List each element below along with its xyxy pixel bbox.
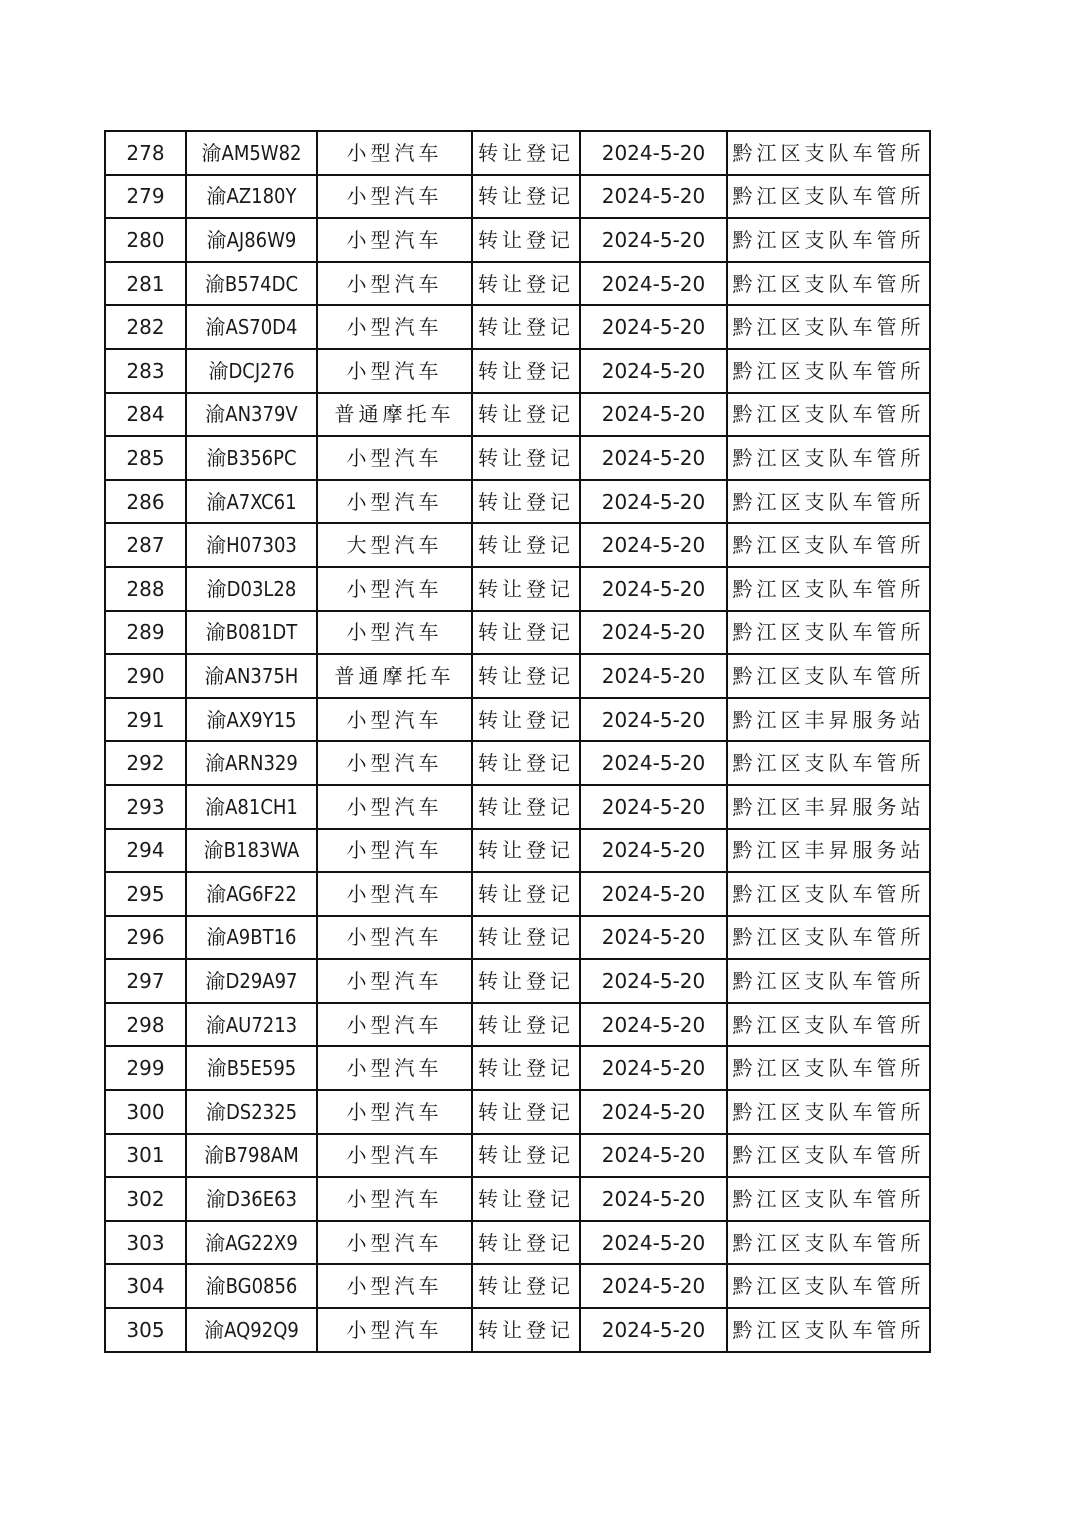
date-cell: 2024-5-20 [580, 698, 727, 742]
business-type-cell: 转让登记 [472, 785, 580, 829]
business-type-cell: 转让登记 [472, 741, 580, 785]
row-number-cell: 305 [105, 1308, 186, 1352]
plate-number-cell: 渝AN375H [186, 654, 317, 698]
office-cell: 黔江区支队车管所 [727, 567, 930, 611]
business-type-cell: 转让登记 [472, 1003, 580, 1047]
plate-number-cell: 渝A7XC61 [186, 480, 317, 524]
date-cell: 2024-5-20 [580, 1003, 727, 1047]
table-row [105, 1177, 930, 1221]
plate-number-cell: 渝AQ92Q9 [186, 1308, 317, 1352]
office-cell: 黔江区支队车管所 [727, 131, 930, 175]
table-row [105, 131, 930, 175]
table-row [105, 567, 930, 611]
business-type-cell: 转让登记 [472, 611, 580, 655]
business-type-cell: 转让登记 [472, 829, 580, 873]
office-cell: 黔江区支队车管所 [727, 741, 930, 785]
business-type-cell: 转让登记 [472, 1221, 580, 1265]
date-cell: 2024-5-20 [580, 654, 727, 698]
plate-number-cell: 渝BG0856 [186, 1264, 317, 1308]
plate-number-cell: 渝AZ180Y [186, 175, 317, 219]
office-cell: 黔江区支队车管所 [727, 393, 930, 437]
date-cell: 2024-5-20 [580, 916, 727, 960]
vehicle-registration-table [104, 130, 931, 1353]
date-cell: 2024-5-20 [580, 959, 727, 1003]
table-row [105, 262, 930, 306]
table-row [105, 611, 930, 655]
vehicle-type-cell: 小型汽车 [317, 611, 472, 655]
plate-number-cell: 渝AX9Y15 [186, 698, 317, 742]
row-number-cell: 291 [105, 698, 186, 742]
office-cell: 黔江区支队车管所 [727, 959, 930, 1003]
row-number-cell: 298 [105, 1003, 186, 1047]
vehicle-type-cell: 小型汽车 [317, 567, 472, 611]
business-type-cell: 转让登记 [472, 567, 580, 611]
vehicle-type-cell: 小型汽车 [317, 175, 472, 219]
vehicle-type-cell: 小型汽车 [317, 262, 472, 306]
row-number-cell: 294 [105, 829, 186, 873]
row-number-cell: 284 [105, 393, 186, 437]
plate-number-cell: 渝DCJ276 [186, 349, 317, 393]
business-type-cell: 转让登记 [472, 1264, 580, 1308]
office-cell: 黔江区支队车管所 [727, 262, 930, 306]
vehicle-type-cell: 小型汽车 [317, 1046, 472, 1090]
office-cell: 黔江区支队车管所 [727, 1003, 930, 1047]
business-type-cell: 转让登记 [472, 131, 580, 175]
business-type-cell: 转让登记 [472, 262, 580, 306]
vehicle-type-cell: 普通摩托车 [317, 654, 472, 698]
table-row [105, 1134, 930, 1178]
vehicle-type-cell: 小型汽车 [317, 1177, 472, 1221]
vehicle-type-cell: 小型汽车 [317, 1221, 472, 1265]
row-number-cell: 295 [105, 872, 186, 916]
plate-number-cell: 渝DS2325 [186, 1090, 317, 1134]
table-row [105, 175, 930, 219]
vehicle-type-cell: 小型汽车 [317, 916, 472, 960]
office-cell: 黔江区支队车管所 [727, 1046, 930, 1090]
plate-number-cell: 渝AS70D4 [186, 305, 317, 349]
date-cell: 2024-5-20 [580, 1308, 727, 1352]
plate-number-cell: 渝AN379V [186, 393, 317, 437]
row-number-cell: 285 [105, 436, 186, 480]
business-type-cell: 转让登记 [472, 916, 580, 960]
table-row [105, 305, 930, 349]
row-number-cell: 299 [105, 1046, 186, 1090]
table-row [105, 654, 930, 698]
row-number-cell: 303 [105, 1221, 186, 1265]
date-cell: 2024-5-20 [580, 218, 727, 262]
date-cell: 2024-5-20 [580, 1264, 727, 1308]
office-cell: 黔江区支队车管所 [727, 1308, 930, 1352]
date-cell: 2024-5-20 [580, 262, 727, 306]
office-cell: 黔江区支队车管所 [727, 1221, 930, 1265]
office-cell: 黔江区支队车管所 [727, 1090, 930, 1134]
plate-number-cell: 渝D03L28 [186, 567, 317, 611]
plate-number-cell: 渝B5E595 [186, 1046, 317, 1090]
business-type-cell: 转让登记 [472, 349, 580, 393]
office-cell: 黔江区支队车管所 [727, 611, 930, 655]
business-type-cell: 转让登记 [472, 218, 580, 262]
date-cell: 2024-5-20 [580, 393, 727, 437]
row-number-cell: 301 [105, 1134, 186, 1178]
date-cell: 2024-5-20 [580, 1134, 727, 1178]
row-number-cell: 286 [105, 480, 186, 524]
vehicle-type-cell: 小型汽车 [317, 1134, 472, 1178]
business-type-cell: 转让登记 [472, 1134, 580, 1178]
business-type-cell: 转让登记 [472, 175, 580, 219]
business-type-cell: 转让登记 [472, 305, 580, 349]
table-row [105, 1090, 930, 1134]
table-row [105, 741, 930, 785]
vehicle-type-cell: 小型汽车 [317, 131, 472, 175]
row-number-cell: 293 [105, 785, 186, 829]
table-row [105, 480, 930, 524]
vehicle-type-cell: 大型汽车 [317, 523, 472, 567]
vehicle-type-cell: 小型汽车 [317, 218, 472, 262]
row-number-cell: 302 [105, 1177, 186, 1221]
table-row [105, 349, 930, 393]
row-number-cell: 279 [105, 175, 186, 219]
date-cell: 2024-5-20 [580, 349, 727, 393]
date-cell: 2024-5-20 [580, 175, 727, 219]
plate-number-cell: 渝AG6F22 [186, 872, 317, 916]
row-number-cell: 289 [105, 611, 186, 655]
vehicle-type-cell: 小型汽车 [317, 480, 472, 524]
vehicle-type-cell: 小型汽车 [317, 1264, 472, 1308]
business-type-cell: 转让登记 [472, 654, 580, 698]
date-cell: 2024-5-20 [580, 741, 727, 785]
plate-number-cell: 渝AJ86W9 [186, 218, 317, 262]
business-type-cell: 转让登记 [472, 1046, 580, 1090]
date-cell: 2024-5-20 [580, 567, 727, 611]
office-cell: 黔江区丰昇服务站 [727, 698, 930, 742]
vehicle-type-cell: 小型汽车 [317, 785, 472, 829]
plate-number-cell: 渝AG22X9 [186, 1221, 317, 1265]
table-row [105, 436, 930, 480]
plate-number-cell: 渝AM5W82 [186, 131, 317, 175]
date-cell: 2024-5-20 [580, 1221, 727, 1265]
date-cell: 2024-5-20 [580, 785, 727, 829]
table-row [105, 393, 930, 437]
table-row [105, 1221, 930, 1265]
business-type-cell: 转让登记 [472, 523, 580, 567]
office-cell: 黔江区支队车管所 [727, 436, 930, 480]
office-cell: 黔江区支队车管所 [727, 1177, 930, 1221]
business-type-cell: 转让登记 [472, 436, 580, 480]
row-number-cell: 280 [105, 218, 186, 262]
vehicle-type-cell: 小型汽车 [317, 1090, 472, 1134]
table-row [105, 916, 930, 960]
plate-number-cell: 渝D29A97 [186, 959, 317, 1003]
date-cell: 2024-5-20 [580, 523, 727, 567]
office-cell: 黔江区丰昇服务站 [727, 829, 930, 873]
vehicle-type-cell: 小型汽车 [317, 698, 472, 742]
business-type-cell: 转让登记 [472, 1090, 580, 1134]
row-number-cell: 282 [105, 305, 186, 349]
row-number-cell: 304 [105, 1264, 186, 1308]
row-number-cell: 292 [105, 741, 186, 785]
date-cell: 2024-5-20 [580, 872, 727, 916]
vehicle-type-cell: 小型汽车 [317, 1308, 472, 1352]
office-cell: 黔江区支队车管所 [727, 1264, 930, 1308]
date-cell: 2024-5-20 [580, 611, 727, 655]
business-type-cell: 转让登记 [472, 698, 580, 742]
plate-number-cell: 渝A81CH1 [186, 785, 317, 829]
plate-number-cell: 渝B574DC [186, 262, 317, 306]
table-row [105, 1264, 930, 1308]
date-cell: 2024-5-20 [580, 1046, 727, 1090]
business-type-cell: 转让登记 [472, 872, 580, 916]
business-type-cell: 转让登记 [472, 959, 580, 1003]
business-type-cell: 转让登记 [472, 480, 580, 524]
row-number-cell: 288 [105, 567, 186, 611]
table-row [105, 959, 930, 1003]
vehicle-type-cell: 小型汽车 [317, 305, 472, 349]
date-cell: 2024-5-20 [580, 1177, 727, 1221]
table-row [105, 1003, 930, 1047]
row-number-cell: 296 [105, 916, 186, 960]
business-type-cell: 转让登记 [472, 1177, 580, 1221]
business-type-cell: 转让登记 [472, 1308, 580, 1352]
plate-number-cell: 渝H07303 [186, 523, 317, 567]
office-cell: 黔江区支队车管所 [727, 175, 930, 219]
table-body [105, 131, 930, 1352]
vehicle-type-cell: 小型汽车 [317, 349, 472, 393]
plate-number-cell: 渝B356PC [186, 436, 317, 480]
office-cell: 黔江区支队车管所 [727, 218, 930, 262]
vehicle-type-cell: 小型汽车 [317, 829, 472, 873]
row-number-cell: 300 [105, 1090, 186, 1134]
vehicle-type-cell: 小型汽车 [317, 1003, 472, 1047]
plate-number-cell: 渝ARN329 [186, 741, 317, 785]
vehicle-type-cell: 小型汽车 [317, 959, 472, 1003]
row-number-cell: 287 [105, 523, 186, 567]
office-cell: 黔江区支队车管所 [727, 349, 930, 393]
date-cell: 2024-5-20 [580, 436, 727, 480]
row-number-cell: 297 [105, 959, 186, 1003]
row-number-cell: 290 [105, 654, 186, 698]
plate-number-cell: 渝D36E63 [186, 1177, 317, 1221]
row-number-cell: 278 [105, 131, 186, 175]
vehicle-type-cell: 小型汽车 [317, 436, 472, 480]
plate-number-cell: 渝B183WA [186, 829, 317, 873]
table-row [105, 1046, 930, 1090]
date-cell: 2024-5-20 [580, 480, 727, 524]
table-row [105, 523, 930, 567]
business-type-cell: 转让登记 [472, 393, 580, 437]
plate-number-cell: 渝B798AM [186, 1134, 317, 1178]
row-number-cell: 283 [105, 349, 186, 393]
plate-number-cell: 渝AU7213 [186, 1003, 317, 1047]
table-row [105, 698, 930, 742]
office-cell: 黔江区支队车管所 [727, 872, 930, 916]
table-row [105, 218, 930, 262]
date-cell: 2024-5-20 [580, 829, 727, 873]
table-row [105, 1308, 930, 1352]
office-cell: 黔江区支队车管所 [727, 1134, 930, 1178]
office-cell: 黔江区丰昇服务站 [727, 785, 930, 829]
office-cell: 黔江区支队车管所 [727, 916, 930, 960]
office-cell: 黔江区支队车管所 [727, 523, 930, 567]
plate-number-cell: 渝B081DT [186, 611, 317, 655]
date-cell: 2024-5-20 [580, 1090, 727, 1134]
table-row [105, 829, 930, 873]
date-cell: 2024-5-20 [580, 305, 727, 349]
vehicle-type-cell: 普通摩托车 [317, 393, 472, 437]
table-row [105, 785, 930, 829]
office-cell: 黔江区支队车管所 [727, 305, 930, 349]
date-cell: 2024-5-20 [580, 131, 727, 175]
office-cell: 黔江区支队车管所 [727, 480, 930, 524]
table-row [105, 872, 930, 916]
vehicle-type-cell: 小型汽车 [317, 741, 472, 785]
office-cell: 黔江区支队车管所 [727, 654, 930, 698]
plate-number-cell: 渝A9BT16 [186, 916, 317, 960]
row-number-cell: 281 [105, 262, 186, 306]
vehicle-type-cell: 小型汽车 [317, 872, 472, 916]
